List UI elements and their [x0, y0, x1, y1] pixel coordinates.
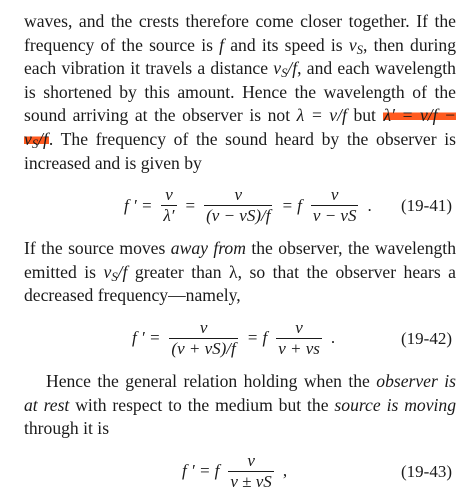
eq41-lhs: f ′ = — [124, 195, 153, 215]
p1-sub-s: S — [356, 42, 363, 57]
p1-var-v: v — [348, 34, 357, 55]
equation-19-42 — [24, 308, 456, 370]
eq41-f3-num: v — [330, 185, 339, 205]
paragraph-1 — [24, 10, 456, 175]
eq43-f1-den: v ± vS — [230, 471, 272, 491]
eq42-f2-den: v + vs — [278, 338, 320, 358]
equation-19-43 — [24, 441, 456, 503]
eq42-period: . — [330, 328, 336, 348]
p1-dist-sub: S — [281, 66, 288, 81]
highlight-text: λ′ = v/f − v — [24, 105, 457, 149]
eq41-f1-den: λ′ — [163, 206, 175, 226]
p1-not-expr: λ = v/f — [296, 105, 347, 126]
eq42-equals-2: = f — [246, 328, 268, 348]
eq43-comma: , — [282, 461, 288, 481]
eq42-fraction-2 — [276, 318, 322, 359]
p1-var-f: f — [219, 34, 225, 55]
eq43-f1-num: v — [247, 450, 255, 470]
paragraph-3 — [24, 370, 456, 441]
document-page — [24, 10, 456, 503]
p2-var-rest: /f — [117, 261, 128, 282]
p1-text-5: but — [346, 105, 383, 126]
eq41-fraction-2 — [204, 185, 272, 226]
eq42-f1-num: v — [199, 317, 208, 337]
eq41-f2-den: (v − vS)/f — [206, 206, 271, 226]
p1-text-6: . The frequency of the sound heard by the observer is increased and is given by — [24, 128, 456, 173]
eq41-fraction-3 — [311, 185, 359, 226]
eq41-f1-num: v — [165, 185, 173, 205]
eq43-lhs: f ′ = f — [182, 461, 220, 481]
eq42-lhs: f ′ = — [132, 328, 161, 348]
equation-number-19-42: (19-42) — [401, 328, 452, 348]
p3-text-2: with respect to the medium but the — [69, 394, 335, 415]
eq41-equals-2: = — [185, 195, 196, 215]
eq43-fraction-1 — [228, 451, 273, 492]
eq42-fraction-1 — [169, 318, 237, 359]
equation-19-41 — [24, 175, 456, 237]
p2-text-1: If the source moves — [24, 238, 171, 259]
equation-number-19-43: (19-43) — [401, 461, 452, 481]
p3-text-3: through it is — [24, 418, 110, 439]
highlight-rest: /f — [38, 128, 48, 149]
eq41-f2-num: v — [234, 185, 243, 205]
p1-text-2: and its speed is — [224, 34, 349, 55]
p2-emphasis: away from — [170, 238, 246, 259]
eq42-f1-den: (v + vS)/f — [171, 338, 236, 358]
p1-text-4: , and each wavelength is shortened by this amount. Hence the wavelength of the sound arriving at the observer is not — [24, 58, 456, 126]
paragraph-2 — [24, 237, 456, 308]
p3-text-1: Hence the general relation holding when the — [46, 370, 377, 391]
p1-text-1: waves, and the crests therefore come closer together. If the frequency of the source is — [24, 11, 456, 55]
p2-text-3: greater than λ, so that the observer hears a decreased frequency—namely, — [24, 261, 456, 306]
eq41-f3-den: v − vS — [312, 206, 357, 226]
eq41-equals-3: = f — [281, 195, 302, 215]
eq42-f2-num: v — [295, 317, 303, 337]
p1-dist-rest: /f — [287, 58, 298, 79]
eq41-fraction-1 — [161, 185, 176, 226]
p3-emphasis-1: observer is at rest — [24, 370, 457, 415]
p1-text-3: , then during each vibration it travels a distance — [24, 34, 456, 79]
eq41-period: . — [367, 195, 372, 215]
p3-emphasis-2: source is moving — [334, 394, 456, 415]
p2-sub-s: S — [111, 269, 118, 284]
p2-var-v: v — [103, 261, 112, 282]
equation-number-19-41: (19-41) — [401, 196, 452, 216]
highlight-sub: S — [31, 137, 39, 152]
p1-dist-v: v — [273, 58, 282, 79]
p2-text-2: the observer, the wavelength emitted is — [24, 238, 456, 282]
